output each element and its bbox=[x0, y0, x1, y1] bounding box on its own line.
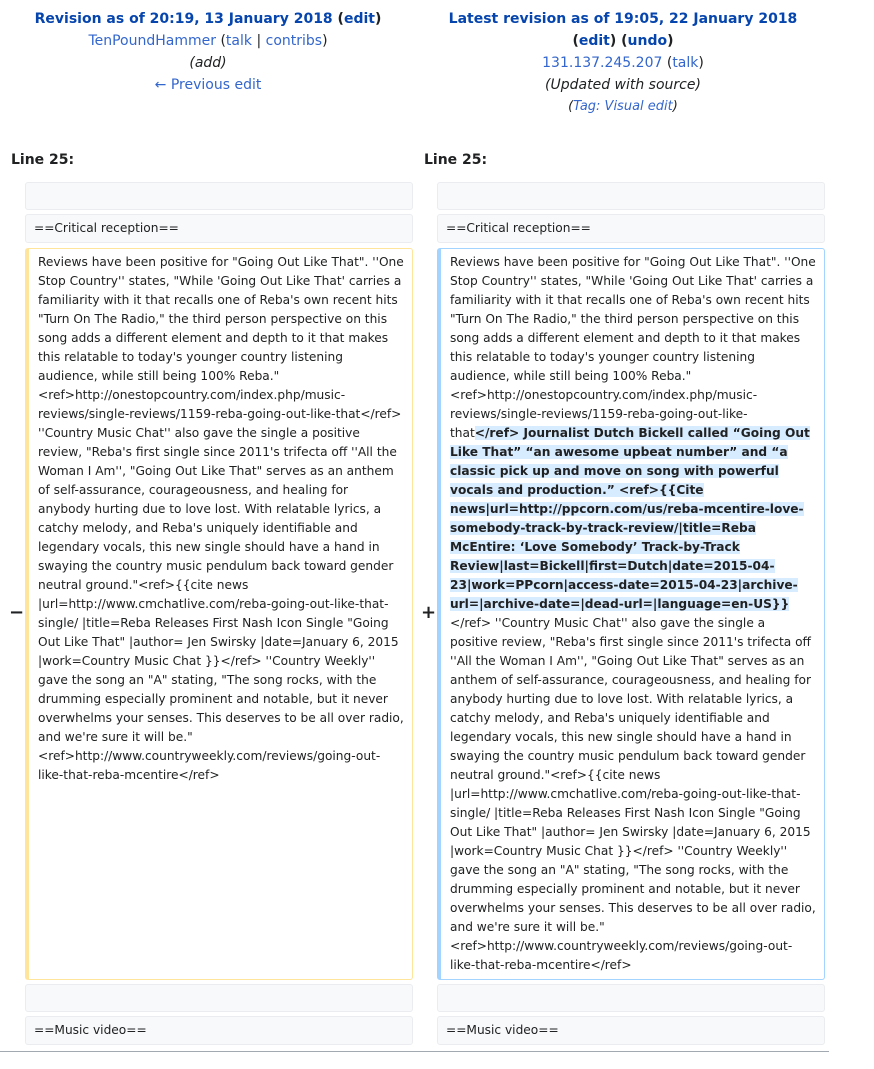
diff-bottom-divider bbox=[0, 1051, 829, 1052]
left-revision-link[interactable]: Revision as of 20:19, 13 January 2018 bbox=[34, 11, 333, 27]
right-blank-context-2 bbox=[437, 984, 825, 1012]
right-revision-header: Latest revision as of 19:05, 22 January 2018 (edit) (undo) 131.137.245.207 (talk) (Updated with source) (Tag: Visual edit) bbox=[416, 8, 830, 118]
unchanged-text-after: </ref> ''Country Music Chat'' also gave the single a positive review, "Reba's first single since 2011's trifecta off ''All the Woman I Am'', "Going Out Like That" serves as an anthem of self-assurance, courageousness, and healing for anybody hurting due to love lost. With relatable lyrics, a catchy melody, and Reba's uniquely identifiable and legendary vocals, this new single should have a hand in swaying the country music pendulum back toward gender neutral ground."<ref>{{cite news |url=http://www.cmchatlive.com/reba-going-out-like-that-single/ |title=Reba Releases First Nash Icon Single "Going Out Like That" |author= Jen Swirsky |date=January 6, 2015 |work=Country Music Chat }}</ref> ''Country Weekly'' gave the song an "A" stating, "The song rocks, with the drumming especially prominent and notable, but it never overwhelms your senses. This deserves to be all over radio, and we're sure it will be." <ref>http://www.countryweekly.com/reviews/going-out-like-that-reba-mcentire</ref> bbox=[450, 616, 816, 972]
right-actions: (edit) (undo) bbox=[572, 33, 674, 49]
left-user-line: TenPoundHammer (talk | contribs) bbox=[88, 33, 328, 49]
left-context-music-video: ==Music video== bbox=[25, 1016, 413, 1045]
left-contribs-link[interactable]: contribs bbox=[265, 33, 323, 49]
visual-edit-tag-link[interactable]: Tag: Visual edit bbox=[573, 99, 673, 114]
right-edit-link[interactable]: edit bbox=[578, 33, 610, 49]
right-context-music-video: ==Music video== bbox=[437, 1016, 825, 1045]
right-line-number: Line 25: bbox=[424, 152, 488, 168]
added-text-block bbox=[437, 248, 825, 980]
left-edit-link[interactable]: edit bbox=[343, 11, 375, 27]
unchanged-text-before: Reviews have been positive for "Going Out Like That". ''One Stop Country'' states, "While 'Going Out Like That' carries a familiarity with it that recalls one of Reba's own recent hits "Turn On The Radio," the third person perspective on this song adds a different element and depth to it that makes this relatable to today's younger country listening audience, while still being 100% Reba."<ref>http://onestopcountry.com/index.php/music-reviews/single-reviews/1159-reba-going-out-like-that bbox=[450, 255, 816, 440]
right-revision-link[interactable]: Latest revision as of 19:05, 22 January 2018 bbox=[448, 11, 798, 27]
deleted-text-block: Reviews have been positive for "Going Out Like That". ''One Stop Country'' states, "While 'Going Out Like That' carries a familiarity with it that recalls one of Reba's own recent hits "Turn On The Radio," the third person perspective on this song adds a different element and depth to it that makes this relatable to today's younger country listening audience, while still being 100% Reba."<ref>http://onestopcountry.com/index.php/music-reviews/single-reviews/1159-reba-going-out-like-that</ref> ''Country Music Chat'' also gave the single a positive review, "Reba's first single since 2011's trifecta off ''All the Woman I Am'', "Going Out Like That" serves as an anthem of self-assurance, courageousness, and healing for anybody hurting due to love lost. With relatable lyrics, a catchy melody, and Reba's uniquely identifiable and legendary vocals, this new single should have a hand in swaying the country music pendulum back toward gender neutral ground."<ref>{{cite news |url=http://www.cmchatlive.com/reba-going-out-like-that-single/ |title=Reba Releases First Nash Icon Single "Going Out Like That" |author= Jen Swirsky |date=January 6, 2015 |work=Country Music Chat }}</ref> ''Country Weekly'' gave the song an "A" stating, "The song rocks, with the drumming especially prominent and notable, but it never overwhelms your senses. This deserves to be all over radio, and we're sure it will be." <ref>http://www.countryweekly.com/reviews/going-out-like-that-reba-mcentire</ref> bbox=[25, 248, 413, 980]
left-revision-title: Revision as of 20:19, 13 January 2018 (edit) bbox=[34, 11, 382, 27]
right-revision-title bbox=[416, 8, 830, 30]
deleted-line-marker: − bbox=[9, 602, 25, 623]
right-talk-link[interactable]: talk bbox=[672, 55, 699, 71]
left-edit-summary: (add) bbox=[189, 55, 227, 71]
previous-edit-link[interactable]: ← Previous edit bbox=[154, 77, 262, 93]
undo-link[interactable]: undo bbox=[627, 33, 668, 49]
left-blank-context bbox=[25, 182, 413, 210]
right-context-critical-reception: ==Critical reception== bbox=[437, 214, 825, 243]
added-line-marker: + bbox=[421, 602, 437, 623]
left-context-critical-reception: ==Critical reception== bbox=[25, 214, 413, 243]
left-revision-header bbox=[0, 8, 416, 96]
right-user-line: 131.137.245.207 (talk) bbox=[542, 55, 704, 71]
inserted-text: </ref> Journalist Dutch Bickell called “Going Out Like That” “an awesome upbeat number” and “a classic pick up and move on song with powerful vocals and production.” <ref>{{Cite news|url=http://ppcorn.com/us/reba-mcentire-love-somebody-track-by-track-review/|title=Reba McEntire: ‘Love Somebody’ Track-by-Track Review|last=Bickell|first=Dutch|date=2015-04-23|work=PPcorn|access-date=2015-04-23|archive-url=|archive-date=|dead-url=|language=en-US}} bbox=[450, 426, 810, 611]
left-line-number: Line 25: bbox=[11, 152, 75, 168]
left-blank-context-2 bbox=[25, 984, 413, 1012]
right-edit-summary: (Updated with source) bbox=[545, 77, 701, 93]
right-blank-context bbox=[437, 182, 825, 210]
right-user-link[interactable]: 131.137.245.207 bbox=[542, 55, 663, 71]
left-talk-link[interactable]: talk bbox=[225, 33, 252, 49]
left-user-link[interactable]: TenPoundHammer bbox=[88, 33, 216, 49]
